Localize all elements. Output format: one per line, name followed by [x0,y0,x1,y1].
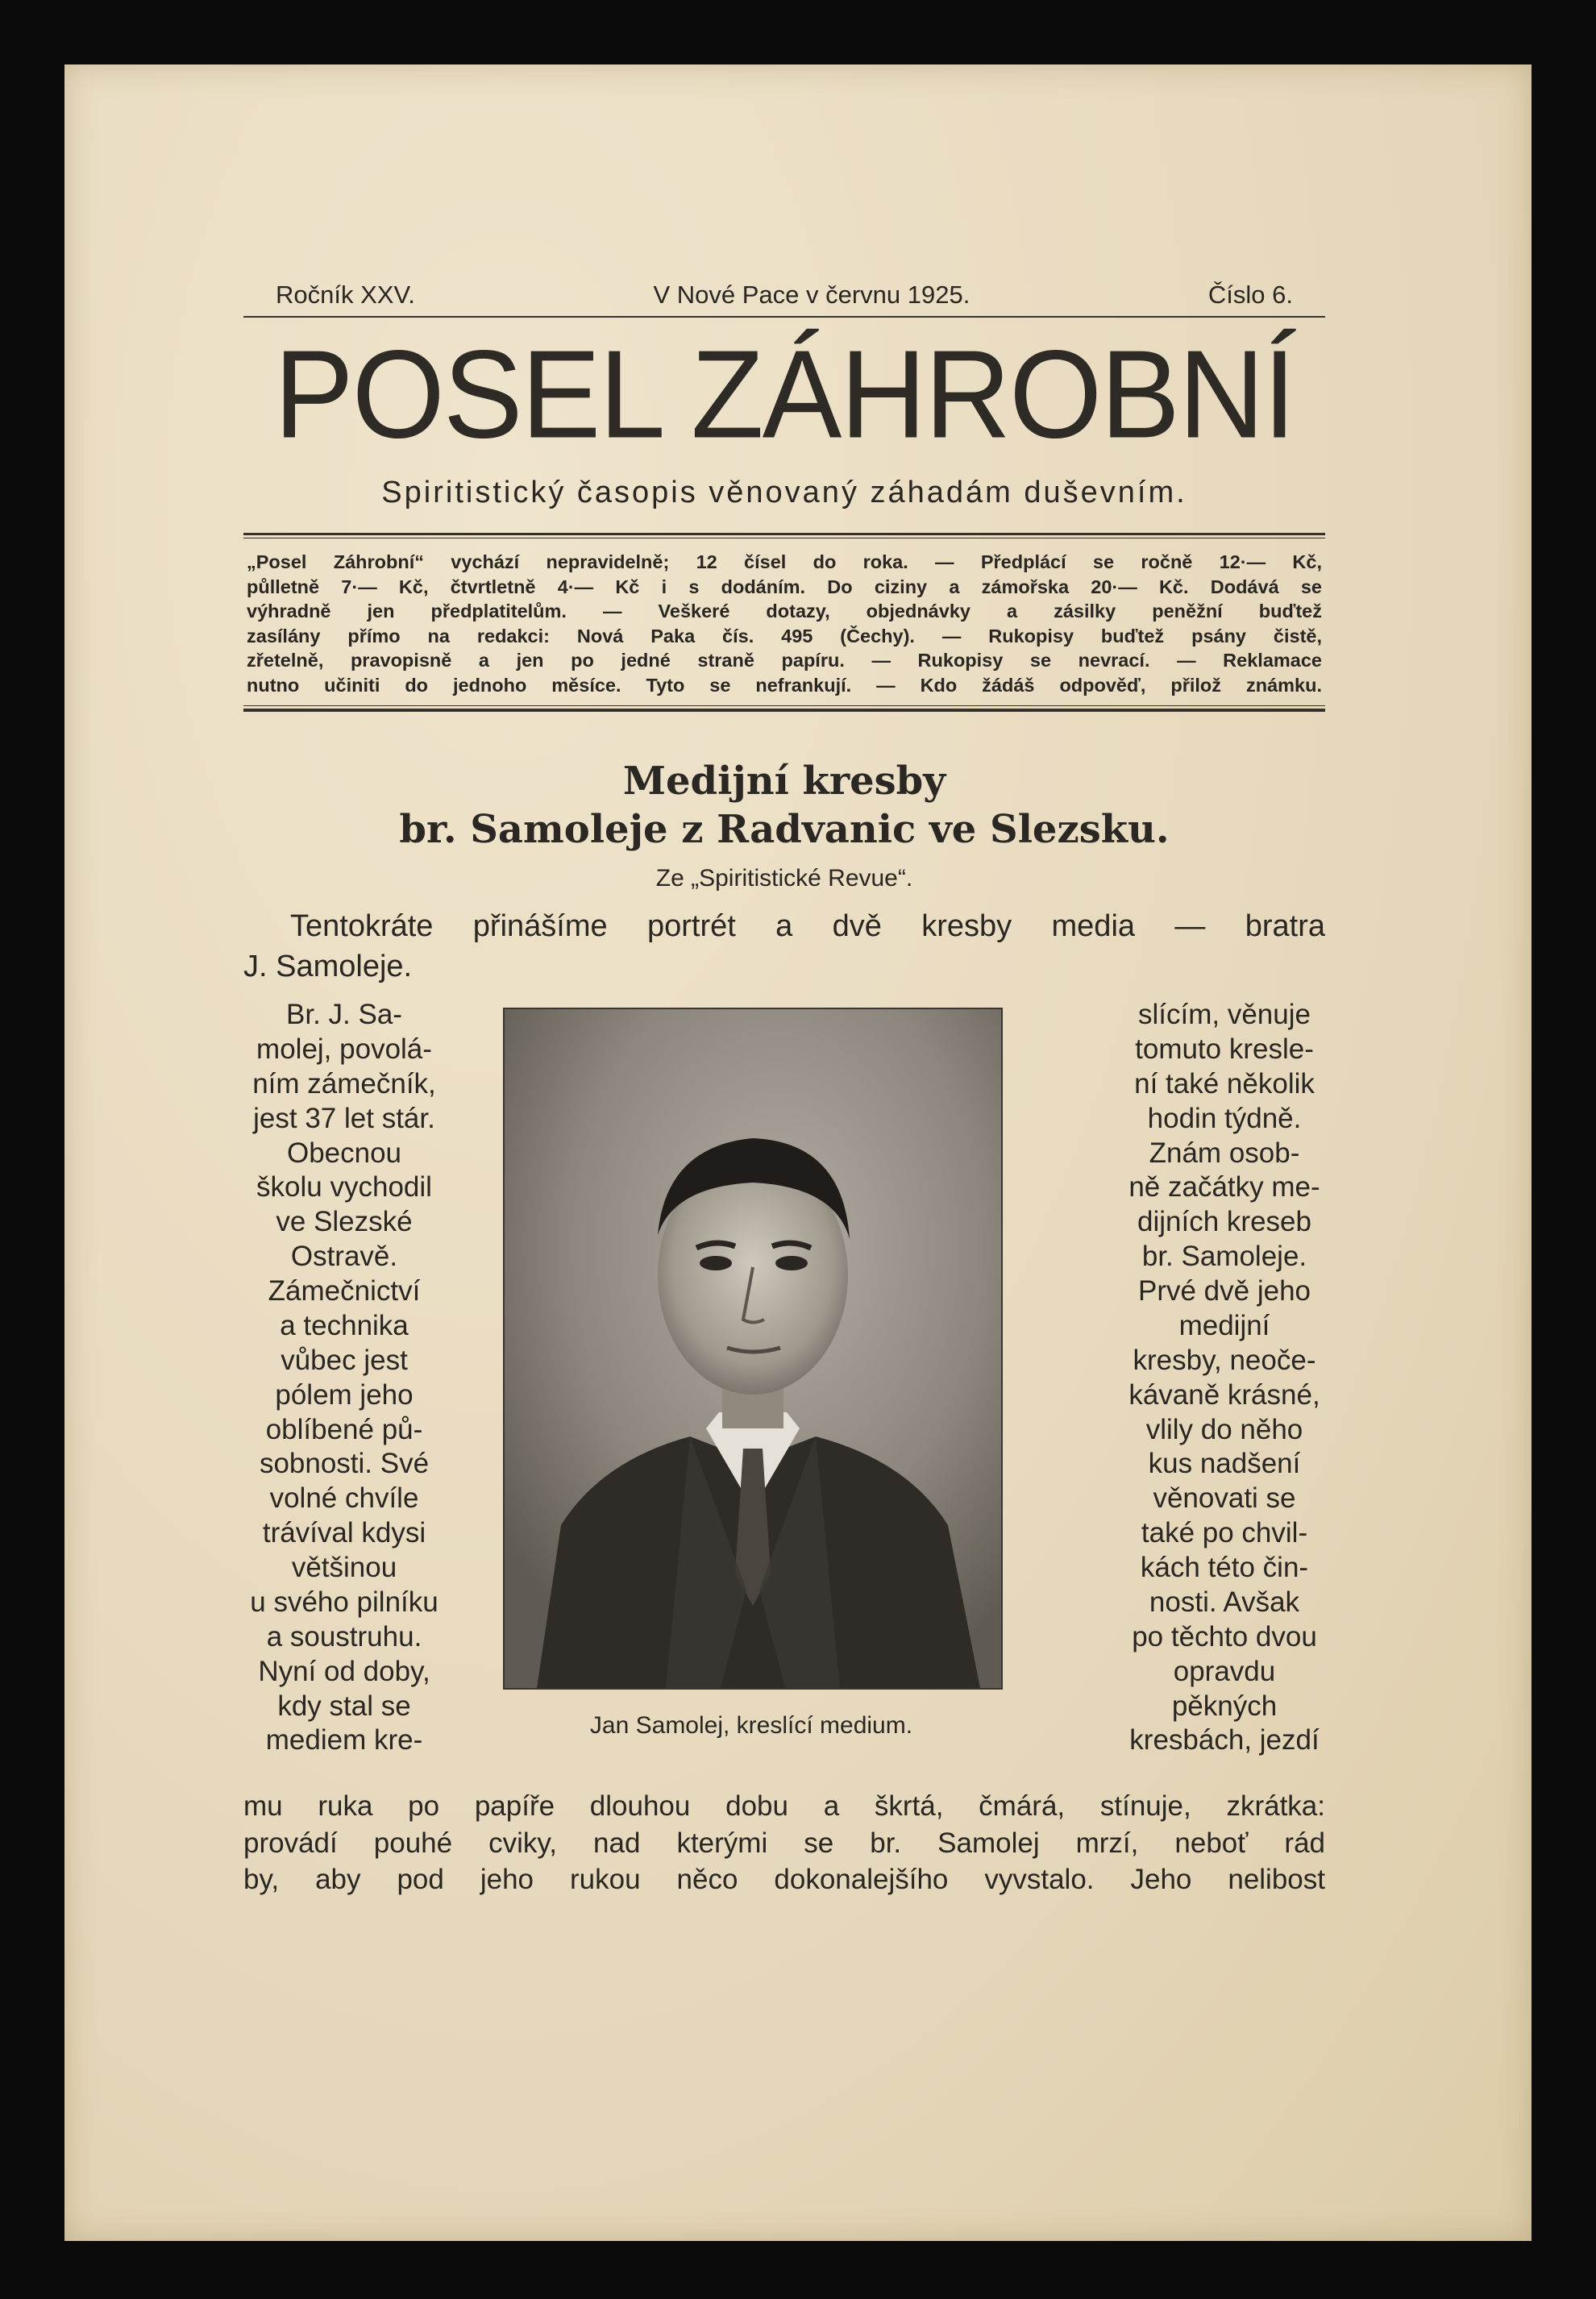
column-line: vlily do něho [1145,1413,1303,1445]
article-title [243,757,1325,854]
column-line: Prvé dvě jeho [1137,1275,1311,1307]
column-line: pěkných [1171,1690,1278,1722]
column-line: a soustruhu. [266,1620,422,1653]
newspaper-page [64,64,1532,2241]
left-column [243,998,445,1758]
column-line: Zámečnictví [268,1275,421,1307]
column-line: věnovati se [1153,1482,1296,1515]
bottom-rule [243,705,1325,712]
column-line: ve Slezské [276,1206,413,1238]
notice-line: výhradně jen předplatitelům. — Veškeré dotazy, objednávky a zásilky peněžní buďtež [247,601,1322,622]
article-continuation [243,1788,1325,1898]
column-line: vůbec jest [281,1344,408,1376]
intro-line: J. Samoleje. [243,949,413,983]
portrait-photo [503,1008,1003,1690]
article-title-line1: Medijní kresby [622,759,946,804]
right-column [1124,998,1325,1758]
intro-line: Tentokráte přinášíme portrét a dvě kresby media — bratra [290,909,1325,944]
masthead-title: POSEL ZÁHROBNÍ [274,324,1295,465]
notice-line: „Posel Záhrobní“ vychází nepravidelně; 12 čísel do roka. — Předplácí se ročně 12·— Kč, [247,551,1322,572]
column-line: Znám osob- [1149,1137,1300,1169]
column-line: a technika [280,1309,409,1341]
notice-line: půlletně 7·— Kč, čtvrtletně 4·— Kč i s dodáním. Do ciziny a zámořska 20·— Kč. Dodává se [247,576,1322,597]
column-line: Nyní od doby, [258,1655,430,1687]
column-line: tomuto kresle- [1135,1033,1314,1065]
column-line: kdy stal se [277,1690,411,1722]
issue-place-date: V Nové Pace v červnu 1925. [653,281,970,309]
column-line: opravdu [1173,1655,1276,1687]
column-line: ním zámečník, [252,1067,436,1100]
column-line: molej, povolá- [256,1033,432,1065]
column-line: mediem kre- [265,1724,423,1756]
column-line: br. Samoleje. [1141,1241,1307,1273]
column-line: hodin týdně. [1147,1102,1302,1134]
column-line: kus nadšení [1148,1448,1301,1480]
subscription-notice [243,550,1325,697]
column-line: kávaně krásné, [1128,1378,1320,1411]
issue-line [243,281,1325,318]
portrait-figure [503,1008,1000,1740]
masthead-subtitle: Spiritistický časopis věnovaný záhadám duševním. [381,476,1187,509]
notice-line: zasílány přímo na redakci: Nová Paka čís. 495 (Čechy). — Rukopisy buďtež psány čistě, [247,625,1322,646]
column-line: kách této čin- [1140,1552,1309,1584]
column-line: nosti. Avšak [1149,1586,1300,1618]
column-line: pólem jeho [275,1378,414,1411]
column-line: oblíbené pů- [265,1413,423,1445]
portrait-illustration [505,1009,1001,1688]
column-line: sobnosti. Své [259,1448,430,1480]
column-line: kresbách, jezdí [1129,1724,1320,1756]
column-line: také po chvil- [1141,1517,1308,1549]
column-line: slícím, věnuje [1138,999,1311,1031]
issue-number: Číslo 6. [1207,281,1293,309]
column-line: kresby, neoče- [1133,1344,1316,1376]
tail-line: provádí pouhé cviky, nad kterými se br. Samolej mrzí, neboť rád [243,1827,1325,1859]
column-line: Ostravě. [290,1241,398,1273]
page-content [243,281,1325,1898]
top-rule [243,533,1325,538]
issue-volume: Ročník XXV. [276,281,415,309]
article-title-line2: br. Samoleje z Radvanic ve Slezsku. [399,807,1170,853]
column-line: většinou [291,1552,397,1584]
column-line: u svého pilníku [250,1586,438,1618]
article-source: Ze „Spiritistické Revue“. [655,865,913,892]
portrait-caption: Jan Samolej, kreslící medium. [589,1712,913,1740]
column-line: medijní [1178,1309,1270,1341]
column-line: ní také několik [1134,1067,1315,1100]
column-line: volné chvíle [269,1482,419,1515]
column-line: školu vychodil [256,1171,432,1204]
tail-line: mu ruka po papíře dlouhou dobu a škrtá, čmárá, stínuje, zkrátka: [243,1790,1325,1823]
column-line: dijních kreseb [1137,1206,1311,1238]
tail-line: by, aby pod jeho rukou něco dokonalejšího vyvstalo. Jeho nelibost [243,1864,1325,1896]
article-columns [243,998,1325,1788]
column-line: trávíval kdysi [262,1517,426,1549]
notice-line: zřetelně, pravopisně a jen po jedné straně papíru. — Rukopisy se nevrací. — Reklamace [247,650,1322,671]
column-line: jest 37 let stár. [253,1102,435,1134]
article-intro [243,907,1325,987]
notice-line: nutno učiniti do jednoho měsíce. Tyto se nefrankují. — Kdo žádáš odpověď, přilož známku. [247,674,1322,696]
column-line: Br. J. Sa- [286,999,402,1031]
column-line: Obecnou [286,1137,402,1169]
column-line: ně začátky me- [1128,1171,1320,1204]
column-line: po těchto dvou [1132,1620,1317,1653]
